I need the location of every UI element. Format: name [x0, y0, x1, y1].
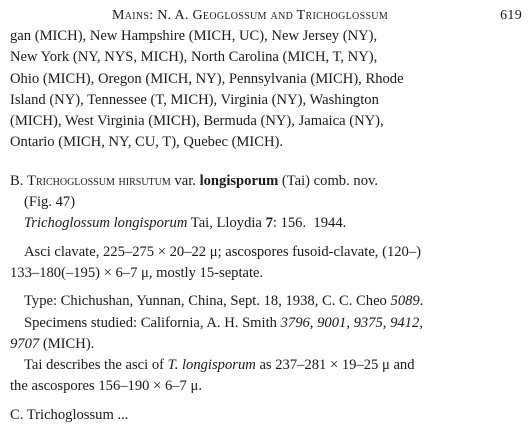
type-end: . [419, 293, 424, 310]
taxon-line [10, 171, 522, 192]
body-text [10, 26, 522, 398]
taxon-var-prefix: var. [174, 172, 196, 189]
specimens-line [10, 313, 522, 334]
type-number: 5089 [390, 293, 420, 310]
distribution-line: Island (NY), Tennessee (T, MICH), Virginia (NY), Washington [10, 91, 379, 108]
type-paragraph [10, 291, 522, 355]
synonym-year: 1944. [313, 215, 347, 232]
synonym-name: Trichoglossum longisporum [24, 215, 188, 232]
specimens-numbers: 3796, 9001, 9375, 9412, [280, 314, 423, 331]
type-line [10, 291, 522, 312]
remarks-name: T. longisporum [167, 357, 256, 374]
specimens-herbarium: (MICH). [42, 335, 95, 352]
page-header [10, 4, 522, 26]
description-line: Asci clavate, 225–275 × 20–22 μ; ascospores fusoid-clavate, (120–) [24, 243, 422, 260]
distribution-paragraph [10, 26, 522, 154]
distribution-line: Ohio (MICH), Oregon (MICH, NY), Pennsylvania (MICH), Rhode [10, 70, 404, 87]
page-number: 619 [500, 8, 522, 23]
synonym-pages: : 156. [272, 215, 307, 232]
specimens-number-last: 9707 [10, 335, 40, 352]
distribution-line: New York (NY, NYS, MICH), North Carolina (MICH, T, NY), [10, 49, 378, 66]
specimens-prefix: Specimens studied: California, A. H. Smith [24, 314, 277, 331]
synonym-line [10, 213, 522, 234]
taxon-variety: longisporum [199, 172, 279, 189]
cutoff-next-heading: C. Trichoglossum ... [10, 407, 129, 423]
synonym-citation: Tai, Lloydia [190, 215, 262, 232]
running-head: Mains: N. A. Geoglossum and Trichoglossum [112, 8, 389, 23]
taxon-heading [10, 171, 522, 235]
remarks-post: as 237–281 × 19–25 μ and [259, 357, 415, 374]
taxon-letter: B. [10, 172, 24, 189]
remarks-paragraph [10, 355, 522, 398]
figure-reference: (Fig. 47) [24, 194, 76, 211]
synonym-volume: 7 [265, 215, 273, 232]
taxon-genus: Trichoglossum [27, 172, 115, 189]
distribution-line: (MICH), West Virginia (MICH), Bermuda (NY), Jamaica (NY), [10, 113, 384, 130]
distribution-line: gan (MICH), New Hampshire (MICH, UC), New Jersey (NY), [10, 28, 378, 44]
taxon-author: (Tai) comb. nov. [281, 172, 378, 189]
remarks-pre: Tai describes the asci of [24, 357, 164, 374]
type-text: Type: Chichushan, Yunnan, China, Sept. 18, 1938, C. C. Cheo [24, 293, 387, 310]
description-line: 133–180(–195) × 6–7 μ, mostly 15-septate. [10, 264, 264, 281]
page [10, 4, 522, 398]
distribution-line: Ontario (MICH, NY, CU, T), Quebec (MICH). [10, 134, 284, 151]
remarks-line-2: the ascospores 156–190 × 6–7 μ. [10, 378, 202, 395]
specimens-line-2 [10, 334, 522, 355]
taxon-species: hirsutum [118, 172, 171, 189]
remarks-line [10, 355, 522, 376]
description-paragraph [10, 242, 522, 285]
